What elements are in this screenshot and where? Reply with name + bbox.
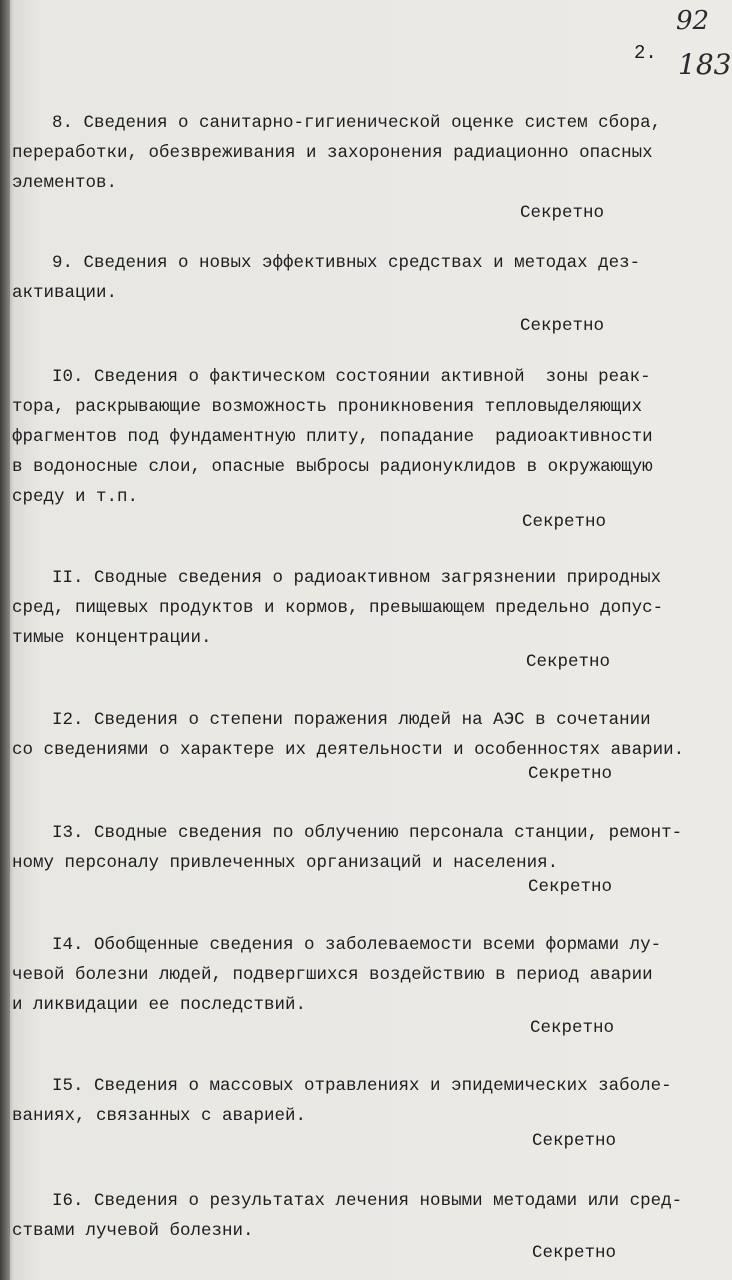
item-text-line: активации. [12,283,118,303]
item-text-line: I0. Сведения о фактическом состоянии активной зоны реак- [52,367,651,387]
list-item [12,248,712,308]
item-text-line: 9. Сведения о новых эффективных средствах и методах дез- [52,253,641,273]
handwritten-sheet-number: 92 [676,6,710,36]
item-text-line: ваниях, связанных с аварией. [12,1106,307,1126]
item-text-line: II. Сводные сведения о радиоактивном загрязнении природных [52,568,662,588]
item-text-line: I4. Обобщенные сведения о заболеваемости всеми формами лу- [52,935,662,955]
classification-label: Секретно [532,1131,617,1151]
classification-label: Секретно [526,652,611,672]
item-text-line: I5. Сведения о массовых отравлениях и эпидемических заболе- [52,1076,672,1096]
item-text-line: тимые концентрации. [12,628,212,648]
item-text-line: и ликвидации ее последствий. [12,995,307,1015]
classification-label: Секретно [528,764,613,784]
item-text-line: ствами лучевой болезни. [12,1221,254,1241]
list-item [12,1186,712,1246]
list-item [12,108,712,198]
item-text-line: ному персоналу привлеченных организаций и населения. [12,853,559,873]
classification-label: Секретно [522,512,607,532]
item-text-line: чевой болезни людей, подвергшихся воздействию в период аварии [12,965,653,985]
item-text-line: элементов. [12,173,118,193]
item-text-line: I3. Сводные сведения по облучению персонала станции, ремонт- [52,823,683,843]
item-text-line: 8. Сведения о санитарно-гигиенической оценке систем сбора, [52,113,662,133]
item-text-line: среду и т.п. [12,487,139,507]
handwritten-folio-number: 183 [678,48,732,81]
item-text-line: фрагментов под фундаментную плиту, попадание радиоактивности [12,427,653,447]
classification-label: Секретно [530,1018,615,1038]
list-item [12,563,712,653]
classification-label: Секретно [520,316,605,336]
list-item [12,705,712,765]
list-item [12,362,712,512]
page-edge-shadow [0,0,10,1280]
item-text-line: I6. Сведения о результатах лечения новыми методами или сред- [52,1191,683,1211]
list-item [12,818,712,878]
item-text-line: сред, пищевых продуктов и кормов, превышающем предельно допус- [12,598,664,618]
item-text-line: I2. Сведения о степени поражения людей на АЭС в сочетании [52,710,651,730]
item-text-line: переработки, обезвреживания и захоронения радиационно опасных [12,143,653,163]
item-text-line: тора, раскрывающие возможность проникновения тепловыделяющих [12,397,643,417]
classification-label: Секретно [532,1243,617,1263]
item-text-line: со сведениями о характере их деятельности и особенностях аварии. [12,740,685,760]
list-item [12,1071,712,1131]
list-item [12,930,712,1020]
classification-label: Секретно [520,203,605,223]
classification-label: Секретно [528,877,613,897]
item-text-line: в водоносные слои, опасные выбросы радионуклидов в окружающую [12,457,653,477]
page-number: 2. [634,42,657,64]
